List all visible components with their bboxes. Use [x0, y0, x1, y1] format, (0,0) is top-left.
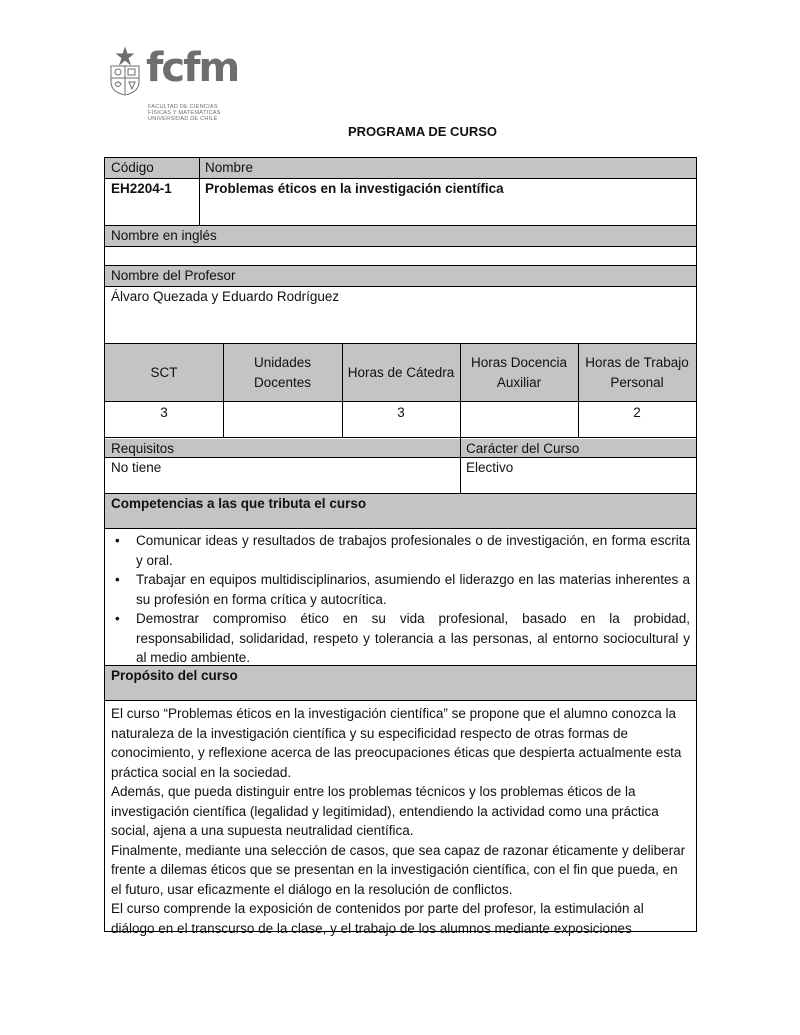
divider: [223, 343, 224, 438]
purpose-paragraph: Finalmente, mediante una selección de casos, que sea capaz de razonar éticamente y deliberar frente a dilemas éticos que se presentan en la investigación científica, con el fin que pueda, en el futuro, usar eficazmente el diálogo en la resolución de conflictos.: [111, 842, 686, 897]
divider: [105, 457, 696, 458]
professor-label: Nombre del Profesor: [105, 266, 696, 286]
divider: [199, 158, 200, 226]
competency-item: • Demostrar compromiso ético en su vida profesional, basado en la probidad, responsabilidad, solidaridad, respeto y tolerancia a las personas, al entorno sociocultural y al medio ambiente.: [115, 611, 690, 665]
english-name-label: Nombre en inglés: [105, 226, 696, 246]
name-label: Nombre: [205, 160, 254, 175]
bullet-icon: •: [115, 533, 120, 548]
hours-value-auxiliary: [460, 403, 578, 423]
purpose-label: Propósito del curso: [105, 666, 696, 700]
competencies-list: [115, 531, 690, 668]
divider: [105, 343, 696, 344]
divider: [105, 246, 696, 247]
divider: [105, 178, 696, 179]
course-program-table: [104, 157, 697, 936]
divider: [105, 528, 696, 529]
hours-header-lecture: Horas de Cátedra: [347, 364, 455, 380]
bullet-icon: •: [115, 611, 120, 626]
hours-header-teaching-units: Unidades Docentes: [253, 355, 312, 390]
divider: [105, 437, 696, 438]
purpose-paragraph: Además, que pueda distinguir entre los problemas técnicos y los problemas éticos de la investigación científica (legalidad y legitimidad), entendiendo la actividad como una práctica social, ajena a una supuesta neutralidad científica.: [111, 784, 659, 838]
divider: [105, 286, 696, 287]
competencies-label: Competencias a las que tributa el curso: [105, 494, 696, 528]
divider: [460, 343, 461, 494]
course-character-label: Carácter del Curso: [466, 441, 580, 456]
faculty-line: FACULTAD DE CIENCIAS: [148, 104, 218, 110]
requirements-label: Requisitos: [111, 441, 175, 456]
hours-value-lecture: 3: [397, 405, 405, 420]
purpose-paragraph: El curso comprende la exposición de contenidos por parte del profesor, la estimulación al diálogo en el transcurso de la clase, y el trabajo de los alumnos mediante exposiciones: [111, 901, 644, 936]
divider: [342, 343, 343, 438]
bullet-icon: •: [115, 572, 120, 587]
divider: [578, 343, 579, 438]
divider: [105, 265, 696, 266]
divider: [105, 700, 696, 701]
faculty-logo: [108, 44, 238, 126]
course-character-value: Electivo: [466, 460, 514, 475]
divider: [105, 401, 696, 402]
purpose-text: [111, 704, 691, 938]
faculty-line: FÍSICAS Y MATEMÁTICAS: [148, 110, 221, 116]
divider: [105, 493, 696, 494]
course-code: EH2204-1: [111, 181, 172, 196]
purpose-paragraph: El curso “Problemas éticos en la investigación científica” se propone que el alumno conozca la naturaleza de la investigación científica y su especificidad respecto de otras formas de conocimiento, y reflexione acerca de las preocupaciones éticas que despierta actualmente esta práctica social en la sociedad.: [111, 706, 682, 780]
competency-item: • Trabajar en equipos multidisciplinarios, asumiendo el liderazgo en las materias inherentes a su profesión en forma crítica y autocrítica.: [115, 572, 690, 607]
hours-header-personal-work: Horas de Trabajo Personal: [585, 355, 689, 390]
hours-value-personal-work: 2: [633, 405, 641, 420]
hours-value-teaching-units: [223, 403, 342, 423]
hours-header-sct: SCT: [150, 364, 178, 380]
course-name: Problemas éticos en la investigación científica: [205, 181, 504, 196]
requirements-value: No tiene: [111, 460, 162, 475]
english-name: [105, 247, 696, 265]
code-label: Código: [111, 160, 154, 175]
divider: [105, 665, 696, 666]
hours-header-auxiliary: Horas Docencia Auxiliar: [470, 355, 568, 390]
logo-wordmark: fcfm: [146, 45, 239, 91]
faculty-name: [148, 104, 221, 122]
professor-name: Álvaro Quezada y Eduardo Rodríguez: [111, 289, 340, 304]
divider: [105, 225, 696, 226]
university-crest-icon: [108, 46, 142, 96]
competency-item: • Comunicar ideas y resultados de trabajos profesionales o de investigación, en forma escrita y oral.: [115, 533, 690, 568]
faculty-line: UNIVERSIDAD DE CHILE: [148, 116, 218, 122]
hours-value-sct: 3: [160, 405, 168, 420]
document-title: PROGRAMA DE CURSO: [347, 124, 498, 139]
